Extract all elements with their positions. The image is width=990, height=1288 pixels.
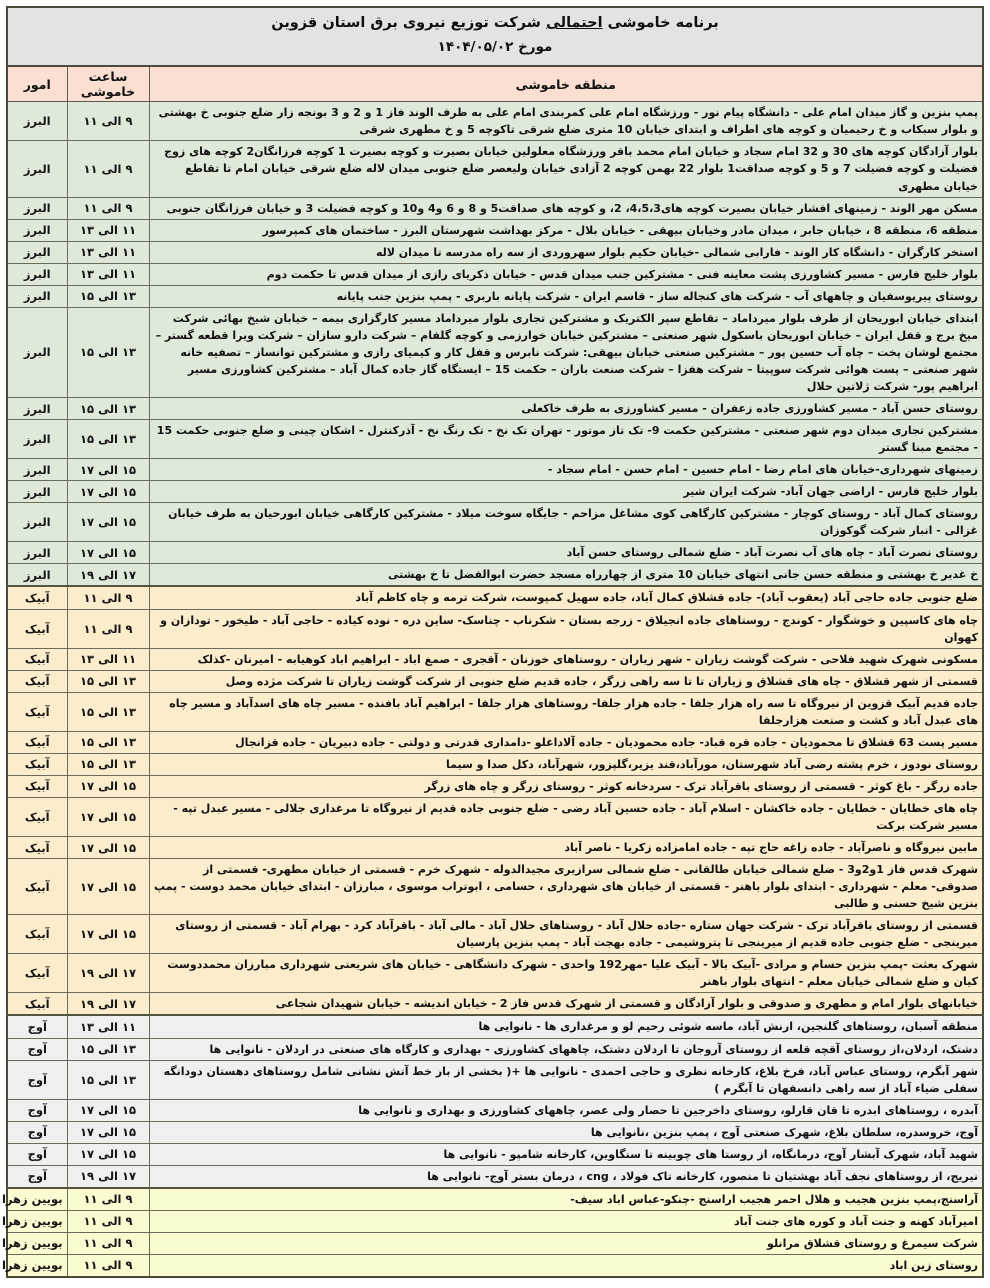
cell-time: ۹ الی ۱۱	[67, 1188, 149, 1211]
title-cell	[7, 7, 983, 66]
cell-area: بویین زهرا	[7, 1210, 67, 1232]
cell-zone: مسکونی شهرک شهید فلاحی - شرکت گوشت زیاران - شهر زیاران - روستاهای خوزنان - آقجری - صمغ اباد - ابراهیم اباد کوهیابه - امیرنان -کذلک	[149, 648, 983, 670]
cell-area: آوج	[7, 1121, 67, 1143]
title-part-after: شرکت توزیع نیروی برق استان قزوین	[271, 15, 546, 31]
title-row	[7, 7, 983, 66]
table-row	[7, 1165, 983, 1188]
cell-time: ۱۱ الی ۱۳	[67, 219, 149, 241]
cell-area: البرز	[7, 141, 67, 197]
cell-zone: شهید آباد، شهرک آبشار آوج، درمانگاه، از روستا های چوبینه تا سنگاوین، کارخانه شامپو - نانوایی ها	[149, 1143, 983, 1165]
cell-zone: روستای حسن آباد - مسیر کشاورزی جاده زعفران - مسیر کشاورزی به طرف خاکعلی	[149, 398, 983, 420]
cell-time: ۹ الی ۱۱	[67, 586, 149, 609]
cell-time: ۹ الی ۱۱	[67, 609, 149, 648]
cell-time: ۱۵ الی ۱۷	[67, 837, 149, 859]
table-row	[7, 670, 983, 692]
cell-area: البرز	[7, 481, 67, 503]
title-part-underlined: احتمالی	[545, 15, 603, 31]
cell-time: ۹ الی ۱۱	[67, 197, 149, 219]
table-row	[7, 503, 983, 542]
table-row	[7, 1254, 983, 1277]
table-row	[7, 241, 983, 263]
cell-zone: شهرک بعثت -پمپ بنزین حسام و مرادی -آبیک بالا - آبیک علیا -مهر192 واحدی - شهرک دانشگاهی - خیابان های شریعتی شهرداری مبارزان محمددوست کیان و ضلع شمالی خیابان معلم - انتهای بلوار باهنر	[149, 954, 983, 993]
cell-time: ۱۷ الی ۱۹	[67, 993, 149, 1016]
table-row	[7, 285, 983, 307]
table-row	[7, 753, 983, 775]
outage-table	[1, 6, 984, 1278]
cell-area: بویین زهرا	[7, 1188, 67, 1211]
cell-zone: چاه های خطایان - خطایان - جاده خاکشان - اسلام آباد - جاده حسین آباد رضی - ضلع جنوبی جاده قدیم از نیروگاه تا مرغداری جلالی - مسیر عبدل تپه - مسیر شرکت برکت	[149, 797, 983, 836]
cell-time: ۱۷ الی ۱۹	[67, 954, 149, 993]
cell-time: ۱۱ الی ۱۳	[67, 241, 149, 263]
cell-time: ۱۳ الی ۱۵	[67, 420, 149, 459]
table-row	[7, 915, 983, 954]
cell-zone: ابتدای خیابان ابوریحان از طرف بلوار میرداماد – تقاطع سپر الکتریک و مشترکین تجاری بلوار میرداماد مسیر کارگزاری بیمه – خیابان شیخ بهائی شرکت میخ برج و قفل ایران – خیابان ابوریحان باسکول شهر صنعتی – مشترکین خیابان خوارزمی و کوچه گلفام – شرکت دارو سازان – شرکت ویرا قطعه گستر – مجتمع لوشان پخت – چاه آب حسین پور – مشترکین صنعتی خیابان بیهقی: شرکت نابرس و قفل کار و کیمیای رازی و مشترکین توانساز – تصفیه خانه شهر صنعتی – پست هوائی شرکت سوپیتا – شرکت هفزا – شرکت صنعت باران – حکمت 15 – ایستگاه گاز جاده کمال آباد – مشترکین کشاورزی مسیر ابراهیم پور- شرکت ژلاتین حلال	[149, 307, 983, 397]
column-header-row	[7, 66, 983, 102]
table-row	[7, 1188, 983, 1211]
table-row	[7, 1099, 983, 1121]
cell-area: آوج	[7, 1143, 67, 1165]
cell-time: ۱۷ الی ۱۹	[67, 1165, 149, 1188]
cell-area: آوج	[7, 1165, 67, 1188]
cell-zone: زمینهای شهرداری-خیابان های امام رضا - امام حسین - امام حسن - امام سجاد -	[149, 459, 983, 481]
cell-area: آبیک	[7, 753, 67, 775]
cell-area: آبیک	[7, 586, 67, 609]
header-zone: منطقه خاموشی	[149, 66, 983, 102]
cell-area: آبیک	[7, 797, 67, 836]
cell-area: آبیک	[7, 915, 67, 954]
table-row	[7, 1060, 983, 1099]
cell-area: آبیک	[7, 670, 67, 692]
cell-time: ۱۳ الی ۱۵	[67, 285, 149, 307]
table-row	[7, 219, 983, 241]
outage-table-body	[1, 7, 983, 1277]
table-row	[7, 1121, 983, 1143]
cell-time: ۱۳ الی ۱۵	[67, 692, 149, 731]
cell-zone: جاده قدیم آبیک قزوین از نیروگاه تا سه راه هزار جلفا - جاده هزار جلفا- روستاهای هزار جلفا - ابراهیم آباد بافنده - مسیر چاه های اسدآباد و مسیر چاه های عبدل آباد و کشت و صنعت هزارجلفا	[149, 692, 983, 731]
cell-zone: مسیر پست 63 قشلاق تا محمودیان - جاده قره قباد- جاده محمودیان - جاده آلاداغلو -دامداری قدرتی و دولتی - جاده دبیریان - جاده قزانجال	[149, 731, 983, 753]
table-row	[7, 586, 983, 609]
cell-zone: شهرک قدس فاز 1و2و3 - ضلع شمالی خیابان طالقانی - ضلع شمالی سرازیری مجیدالدوله - شهرک خرم - قسمتی از خیابان مطهری- قسمتی از صدوقی- معلم - شهرداری - ابتدای بلوار باهنر - قسمتی از خیابان های شهرداری ، حسامی ، ابوتراب موسوی ، مبارزان - ابتدای خیابان محمد دوست - پمپ بنزین شیخ حسنی و طالبی	[149, 859, 983, 915]
cell-zone: شرکت سیمرغ و روستای قشلاق مرانلو	[149, 1232, 983, 1254]
cell-time: ۹ الی ۱۱	[67, 1232, 149, 1254]
cell-zone: شهر آبگرم، روستای عباس آباد، فرخ بلاغ، کارخانه نظری و حاجی احمدی - نانوایی ها +( بخشی از بار خط آتش نشانی شامل روستاهای دهستان دودانگه سفلی ضیاء آباد از سه راهی دانسفهان تا آبگرم )	[149, 1060, 983, 1099]
table-row	[7, 1143, 983, 1165]
cell-time: ۹ الی ۱۱	[67, 1254, 149, 1277]
cell-time: ۱۵ الی ۱۷	[67, 481, 149, 503]
cell-area: البرز	[7, 459, 67, 481]
cell-area: آوج	[7, 1099, 67, 1121]
table-row	[7, 797, 983, 836]
cell-time: ۱۱ الی ۱۳	[67, 1015, 149, 1038]
cell-time: ۱۵ الی ۱۷	[67, 859, 149, 915]
cell-time: ۱۳ الی ۱۵	[67, 753, 149, 775]
cell-time: ۱۱ الی ۱۳	[67, 263, 149, 285]
cell-time: ۱۳ الی ۱۵	[67, 307, 149, 397]
table-row	[7, 481, 983, 503]
cell-zone: دشتک، اردلان،از روستای آقچه قلعه از روستای آروجان تا اردلان دشتک، چاههای کشاورزی - بهداری و کارگاه های صنعتی در اردلان - نانوایی ها	[149, 1038, 983, 1060]
cell-time: ۱۵ الی ۱۷	[67, 1121, 149, 1143]
table-row	[7, 102, 983, 141]
table-row	[7, 837, 983, 859]
table-row	[7, 692, 983, 731]
table-row	[7, 141, 983, 197]
cell-zone: مشترکین تجاری میدان دوم شهر صنعتی - مشترکین حکمت 9- تک تاز موتور - تهران تک نخ - تک رنگ نخ - آذرکنترل - اشکان چینی و ضلع جنوبی حکمت 15 - مجتمع مبنا گستر	[149, 420, 983, 459]
cell-area: البرز	[7, 219, 67, 241]
cell-zone: بلوار خلیج فارس - مسیر کشاورزی پشت معاینه فنی - مشترکین جنب میدان قدس - خیابان ذکریای رازی از میدان قدس تا حکمت دوم	[149, 263, 983, 285]
cell-area: آبیک	[7, 648, 67, 670]
cell-zone: روستای نودوز ، خرم پشته رضی آباد شهرستان، مورآباد،قند یزیر،گلپزور، شهرآباد، دکل صدا و سیما	[149, 753, 983, 775]
table-row	[7, 1232, 983, 1254]
cell-area: البرز	[7, 503, 67, 542]
table-row	[7, 420, 983, 459]
cell-time: ۹ الی ۱۱	[67, 102, 149, 141]
table-row	[7, 648, 983, 670]
cell-zone: نیریج، از روستاهای نجف آباد بهشتیان تا منصور، کارخانه تاک فولاد ، cng ، درمان بستر آوج- نانوایی ها	[149, 1165, 983, 1188]
cell-zone: روستای کمال آباد - روستای کوچار - مشترکین کارگاهی کوی مشاغل مزاحم - جایگاه سوخت میلاد - مشترکین کارگاهی خیابان ابورحیان به طرف خیابان غزالی - انبار شرکت گوکوزان	[149, 503, 983, 542]
cell-zone: استخر کارگران - دانشگاه کار الوند - فارابی شمالی -خیابان حکیم بلوار سهروردی از سه راه مدرسه تا میدان لاله	[149, 241, 983, 263]
cell-area: البرز	[7, 285, 67, 307]
table-row	[7, 263, 983, 285]
cell-zone: جاده زرگر - باغ کوثر - قسمتی از روستای باقرآباد ترک - سردخانه کوثر - روستای زرگر و چاه های زرگر	[149, 775, 983, 797]
cell-area: البرز	[7, 102, 67, 141]
cell-time: ۱۳ الی ۱۵	[67, 1060, 149, 1099]
cell-zone: آراسنج،پمپ بنزین هجیب و هلال احمر هجیب اراسنج -چنکو-عباس اباد سیف-	[149, 1188, 983, 1211]
table-row	[7, 197, 983, 219]
cell-time: ۱۳ الی ۱۵	[67, 1038, 149, 1060]
cell-zone: آبدره ، روستاهای ابدره تا قان قارلو، روستای داخرجین تا حصار ولی عصر، چاههای کشاورزی و بهداری و نانوایی ها	[149, 1099, 983, 1121]
cell-zone: منطقه آسبان، روستاهای گلنجین، ارنش آباد، ماسه شوئی رحیم لو و مرغداری ها - نانوایی ها	[149, 1015, 983, 1038]
table-row	[7, 542, 983, 564]
cell-time: ۱۳ الی ۱۵	[67, 670, 149, 692]
table-row	[7, 307, 983, 397]
cell-time: ۱۵ الی ۱۷	[67, 915, 149, 954]
cell-area: بویین زهرا	[7, 1232, 67, 1254]
cell-area: البرز	[7, 564, 67, 587]
cell-time: ۱۷ الی ۱۹	[67, 564, 149, 587]
cell-time: ۱۵ الی ۱۷	[67, 797, 149, 836]
cell-time: ۱۵ الی ۱۷	[67, 503, 149, 542]
cell-area: آبیک	[7, 837, 67, 859]
cell-zone: روستای پیریوسفیان و چاههای آب - شرکت های کنجاله ساز - قاسم ایران - شرکت پایانه باربری - پمپ بنزین جنب پایانه	[149, 285, 983, 307]
cell-area: البرز	[7, 307, 67, 397]
document-title	[12, 13, 978, 35]
table-row	[7, 1038, 983, 1060]
cell-area: آبیک	[7, 954, 67, 993]
cell-time: ۱۳ الی ۱۵	[67, 731, 149, 753]
table-row	[7, 859, 983, 915]
cell-area: آبیک	[7, 692, 67, 731]
cell-time: ۱۵ الی ۱۷	[67, 459, 149, 481]
cell-zone: خ غدیر خ بهشتی و منطقه حسن جانی انتهای خیابان 10 متری از چهارراه مسجد حضرت ابوالفضل تا خ بهشتی	[149, 564, 983, 587]
cell-zone: مابین نیروگاه و ناصرآباد - جاده زاغه حاج تپه - جاده امامزاده زکریا - ناصر آباد	[149, 837, 983, 859]
cell-area: آوج	[7, 1015, 67, 1038]
cell-time: ۹ الی ۱۱	[67, 1210, 149, 1232]
table-row	[7, 731, 983, 753]
cell-zone: قسمتی از شهر قشلاق - چاه های قشلاق و زیاران تا تا سه راهی زرگر ، جاده قدیم ضلع جنوبی از شرکت گوشت زیاران تا شرکت مژده وصل	[149, 670, 983, 692]
cell-zone: روستای نصرت آباد - چاه های آب نصرت آباد - ضلع شمالی روستای حسن آباد	[149, 542, 983, 564]
table-row	[7, 993, 983, 1016]
cell-area: آبیک	[7, 731, 67, 753]
table-row	[7, 1210, 983, 1232]
cell-area: آبیک	[7, 775, 67, 797]
table-row	[7, 564, 983, 587]
cell-zone: مسکن مهر الوند - زمینهای افشار خیابان بصیرت کوچه های4،5،3، 2، و کوچه های صداقت5 و 8 و 6 و4 و10 و کوچه فضیلت 3 و خیابان فرزانگان جنوبی	[149, 197, 983, 219]
cell-zone: روستای زین اباد	[149, 1254, 983, 1277]
table-row	[7, 609, 983, 648]
cell-time: ۱۱ الی ۱۳	[67, 648, 149, 670]
cell-time: ۱۵ الی ۱۷	[67, 542, 149, 564]
document-date: مورخ ۱۴۰۴/۰۵/۰۲	[437, 38, 553, 55]
cell-zone: پمپ بنزین و گاز میدان امام علی - دانشگاه پیام نور - ورزشگاه امام علی کمربندی امام علی به طرف الوند فاز 1 و 2 و 3 بونجه زار ضلع جنوبی خ بهشتی و بلوار سبکاب و خ رحیمیان و کوچه های اطراف و ابتدای خیابان 10 متری ضلع شرقی تاکوچه 5 و خ مطهری شرقی	[149, 102, 983, 141]
cell-area: آوج	[7, 1038, 67, 1060]
cell-area: بویین زهرا	[7, 1254, 67, 1277]
header-time: ساعت خاموشی	[67, 66, 149, 102]
cell-area: البرز	[7, 420, 67, 459]
cell-area: آبیک	[7, 609, 67, 648]
cell-area: البرز	[7, 398, 67, 420]
cell-zone: منطقه 6، منطقه 8 ، خیابان جابر ، میدان مادر وخیابان بیهقی - خیابان بلال - مرکز بهداشت شهرستان البرز - ساختمان های کمپرسور	[149, 219, 983, 241]
cell-area: البرز	[7, 241, 67, 263]
cell-area: البرز	[7, 197, 67, 219]
cell-zone: آوج، خروسدره، سلطان بلاغ، شهرک صنعتی آوج ، پمپ بنزین ،نانوایی ها	[149, 1121, 983, 1143]
cell-time: ۱۳ الی ۱۵	[67, 398, 149, 420]
cell-time: ۱۵ الی ۱۷	[67, 1099, 149, 1121]
cell-area: آوج	[7, 1060, 67, 1099]
title-part-before: برنامه خاموشی	[602, 15, 719, 31]
header-area: امور	[7, 66, 67, 102]
cell-time: ۱۵ الی ۱۷	[67, 775, 149, 797]
table-row	[7, 1015, 983, 1038]
cell-zone: بلوار خلیج فارس - اراضی جهان آباد- شرکت ایران شیر	[149, 481, 983, 503]
table-row	[7, 398, 983, 420]
cell-zone: ضلع جنوبی جاده حاجی آباد (یعقوب آباد)- جاده قشلاق کمال آباد، جاده سهیل کمپوست، شرکت ترمه و چاه کاظم آباد	[149, 586, 983, 609]
cell-area: آبیک	[7, 859, 67, 915]
cell-time: ۹ الی ۱۱	[67, 141, 149, 197]
cell-area: البرز	[7, 263, 67, 285]
cell-area: آبیک	[7, 993, 67, 1016]
cell-zone: خیابانهای بلوار امام و مطهری و صدوقی و بلوار آزادگان و قسمتی از شهرک قدس فاز 2 - خیابان اندیشه - خیابان شهیدان شجاعی	[149, 993, 983, 1016]
cell-zone: قسمتی از روستای باقرآباد ترک - شرکت جهان ستاره -جاده حلال آباد - روستاهای حلال آباد - مالی آباد - باقرآباد کرد - بهرام آباد - قسمتی از روستای میرینجی - ضلع جنوبی جاده قدیم از میرینجی تا پتروشیمی - جاده بهجت آباد - پمپ بنزین پارسیان	[149, 915, 983, 954]
table-row	[7, 775, 983, 797]
table-row	[7, 954, 983, 993]
table-row	[7, 459, 983, 481]
cell-time: ۱۵ الی ۱۷	[67, 1143, 149, 1165]
cell-area: البرز	[7, 542, 67, 564]
cell-zone: بلوار آزادگان کوچه های 30 و 32 امام سجاد و خیابان امام محمد باقر ورزشگاه معلولین خیابان بصیرت و کوچه بصیرت 1 کوچه فرزانگان2 کوچه های زوج فضیلت و کوچه فضیلت 7 و 5 و کوچه صداقت1 بلوار 22 بهمن کوچه 2 آزادی خیابان ولیعصر ضلع جنوبی میدان لاله ضلع شرقی خیابان امام تا تقاطع خیابان مطهری	[149, 141, 983, 197]
cell-zone: امیرآباد کهنه و جنت آباد و کوره های جنت آباد	[149, 1210, 983, 1232]
cell-zone: چاه های کاسپین و خوشگوار - کوندج - روستاهای جاده انجیلاق - زرجه بستان - شکرناب - چناسک- ساین دره - نوده کیاده - حاجی آباد - طیخور - تودازان و کهوان	[149, 609, 983, 648]
